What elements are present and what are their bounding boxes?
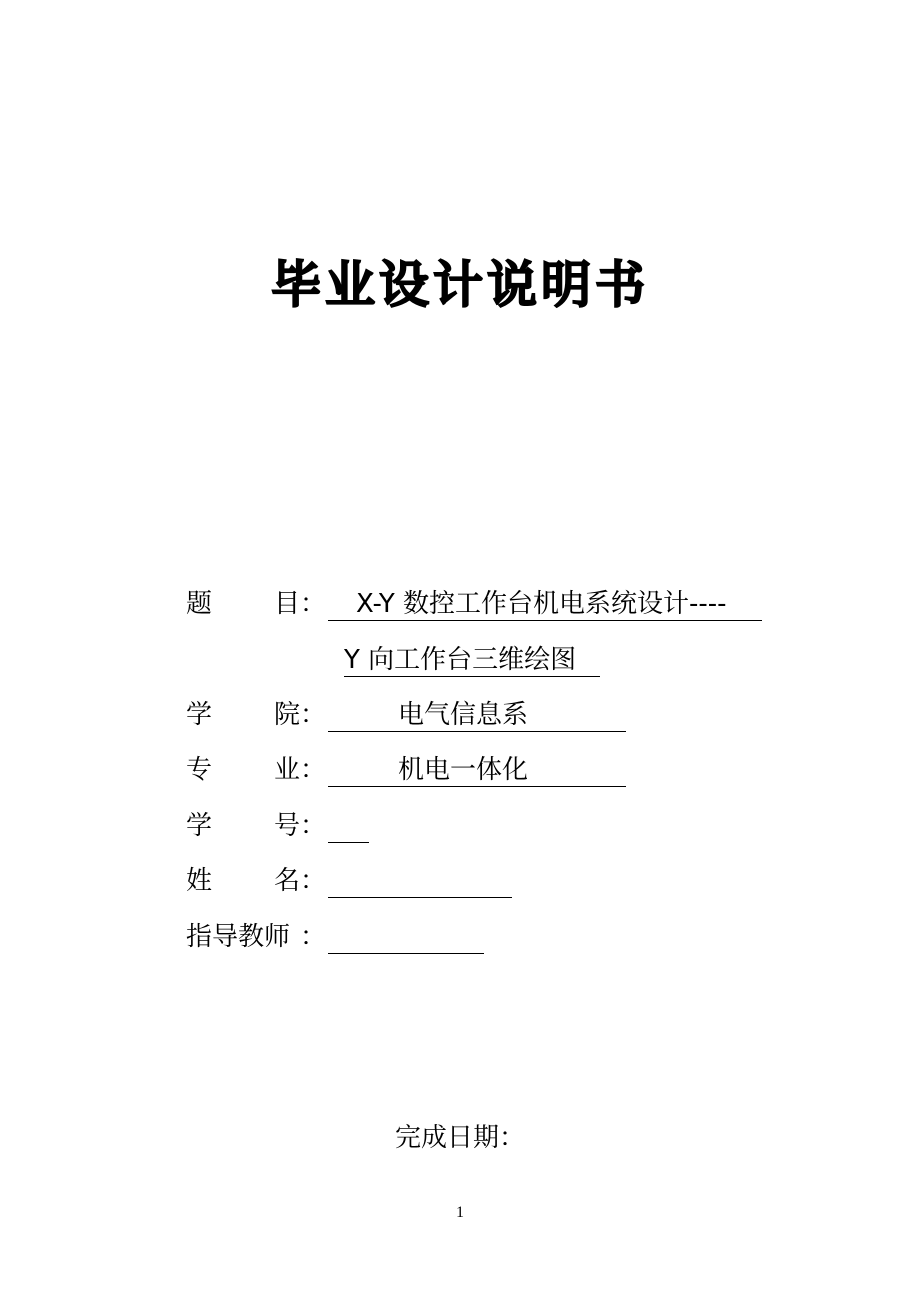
name-field[interactable]	[328, 863, 512, 898]
advisor-field[interactable]	[328, 919, 484, 954]
college-value: 电气信息系	[398, 700, 529, 730]
major-colon: ：	[300, 755, 327, 785]
name-label-char-1: 姓	[186, 866, 213, 896]
name-label-char-2: 名	[273, 866, 300, 896]
advisor-label: 指导教师	[186, 922, 291, 952]
college-label-char-1: 学	[186, 700, 213, 730]
student-id-label	[186, 808, 300, 844]
major-value: 机电一体化	[398, 755, 529, 785]
major-label-char-2: 业	[273, 755, 300, 785]
page-number: 1	[456, 1204, 464, 1221]
college-label-char-2: 院	[273, 700, 300, 730]
topic-label-char-2: 目	[273, 589, 300, 619]
topic-field-line2[interactable]	[344, 642, 600, 677]
major-label-char-1: 专	[186, 755, 213, 785]
college-label	[186, 697, 300, 733]
name-label	[186, 863, 300, 899]
college-field[interactable]	[328, 697, 626, 732]
topic-label-char-1: 题	[186, 589, 213, 619]
topic-value-line1: X-Y 数控工作台机电系统设计----	[356, 589, 727, 619]
student-id-label-char-1: 学	[186, 811, 213, 841]
topic-field-line1[interactable]	[328, 586, 762, 621]
advisor-colon: ：	[300, 922, 327, 952]
student-id-colon: ：	[300, 811, 327, 841]
topic-value-line2: Y 向工作台三维绘图	[344, 645, 577, 675]
major-field[interactable]	[328, 752, 626, 787]
major-label	[186, 752, 300, 788]
topic-label	[186, 586, 300, 622]
college-colon: ：	[300, 700, 327, 730]
document-title: 毕业设计说明书	[271, 256, 649, 314]
student-id-field[interactable]	[328, 808, 369, 843]
student-id-label-char-2: 号	[273, 811, 300, 841]
completion-date-label: 完成日期：	[394, 1123, 525, 1153]
topic-colon: ：	[300, 589, 327, 619]
name-colon: ：	[300, 866, 327, 896]
